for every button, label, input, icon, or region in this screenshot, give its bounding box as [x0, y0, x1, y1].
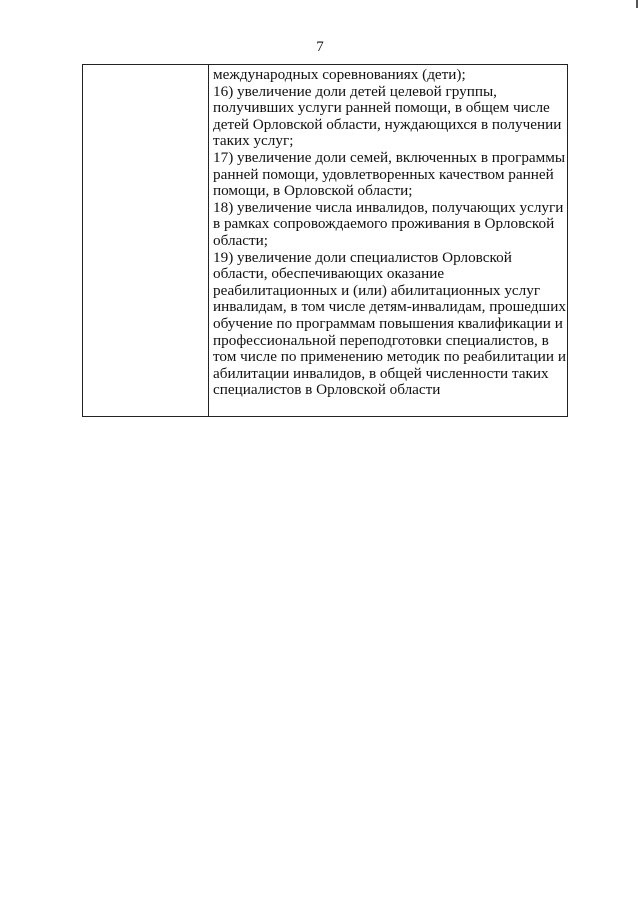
page-number: 7 — [316, 39, 324, 55]
table-text-line: профессиональной переподготовки специалистов, в — [213, 331, 549, 349]
table-text-line: таких услуг; — [213, 132, 294, 150]
table-right-cell — [209, 65, 570, 416]
table-text-line: области, обеспечивающих оказание — [213, 265, 445, 283]
table-text-line: абилитации инвалидов, в общей численности таких — [213, 364, 549, 382]
table-text-line: помощи, в Орловской области; — [213, 182, 413, 200]
table-text-line: обучение по программам повышения квалификации и — [213, 314, 563, 332]
table-text-line: 18) увеличение числа инвалидов, получающих услуги — [213, 198, 564, 216]
table-text-line: области; — [213, 231, 268, 249]
table-text-line: получивших услуги ранней помощи, в общем числе — [213, 99, 550, 117]
table-left-cell — [83, 65, 209, 416]
table-text-line: специалистов в Орловской области — [213, 381, 441, 399]
table-text-line: 17) увеличение доли семей, включенных в программы — [213, 148, 566, 166]
table-text-line: инвалидам, в том числе детям-инвалидам, прошедших — [213, 298, 566, 316]
table-text-line: международных соревнованиях (дети); — [213, 66, 466, 83]
table-text-line: в рамках сопровождаемого проживания в Орловской — [213, 215, 555, 233]
document-table — [82, 64, 568, 417]
table-text-line: ранней помощи, удовлетворенных качеством ранней — [213, 165, 554, 183]
scan-mark — [636, 0, 638, 8]
table-text-line: том числе по применению методик по реабилитации и — [213, 348, 566, 366]
table-text-line: 19) увеличение доли специалистов Орловской — [213, 248, 512, 266]
table-text-line: детей Орловской области, нуждающихся в получении — [213, 115, 562, 133]
table-text-line: 16) увеличение доли детей целевой группы, — [213, 82, 497, 100]
table-text-line: реабилитационных и (или) абилитационных услуг — [213, 281, 541, 299]
